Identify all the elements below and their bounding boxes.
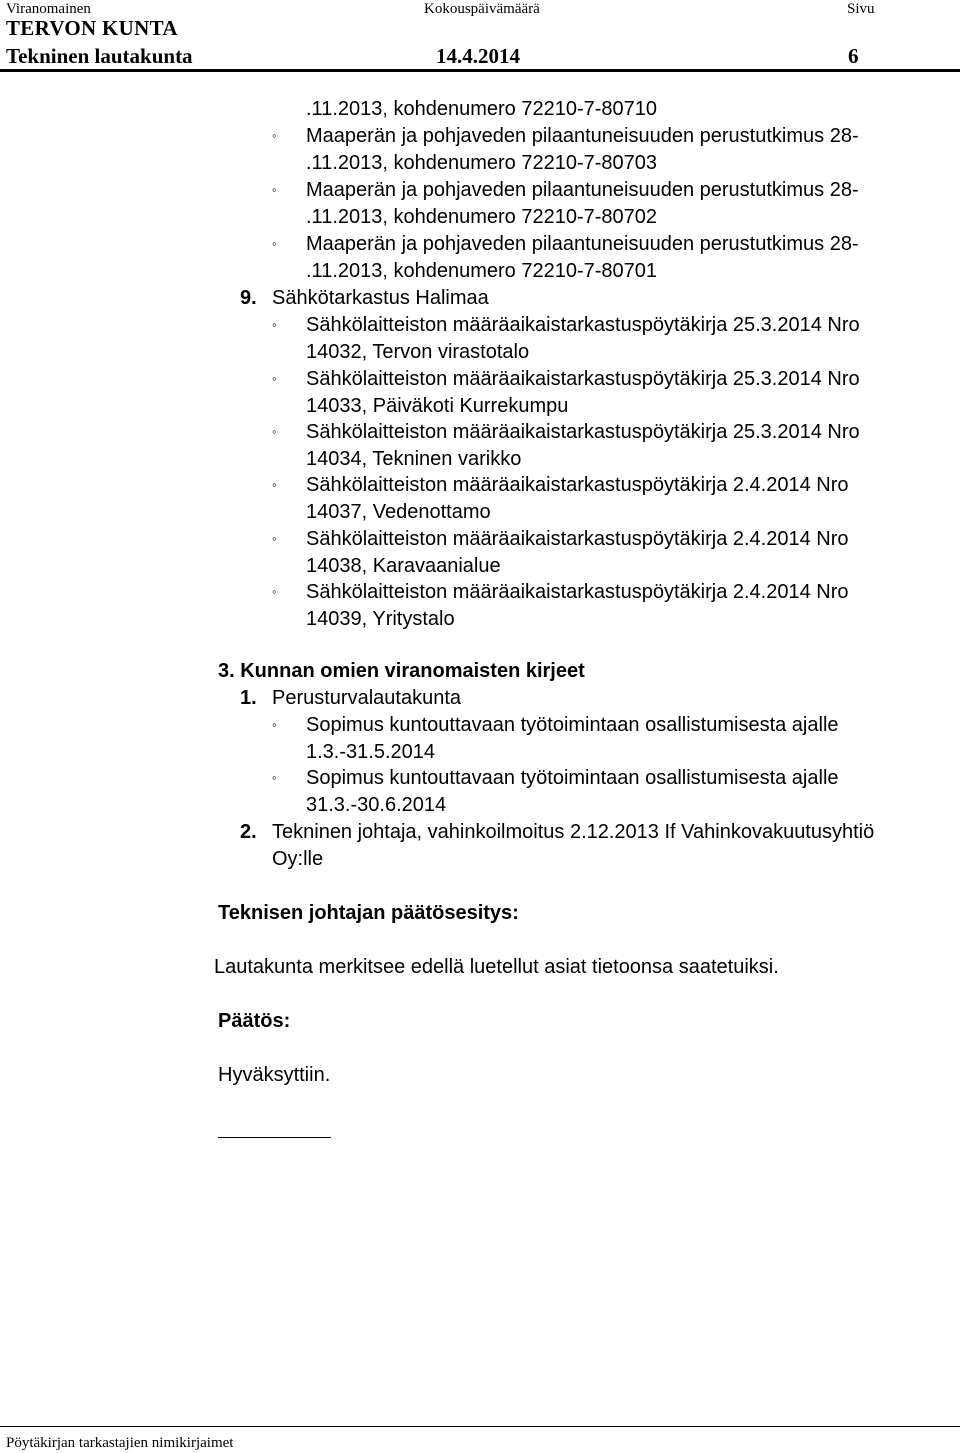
list-item-continuation: .11.2013, kohdenumero 72210-7-80702 — [306, 206, 658, 228]
list-item-continuation: .11.2013, kohdenumero 72210-7-80710 — [306, 98, 658, 120]
list-item: Sähkölaitteiston määräaikaistarkastuspöytäkirja 2.4.2014 Nro — [306, 528, 849, 550]
signature-line — [218, 1137, 331, 1138]
bullet-icon: ◦ — [272, 128, 277, 143]
bullet-icon: ◦ — [272, 317, 277, 332]
item-number: 2. — [240, 821, 257, 843]
list-item-continuation: .11.2013, kohdenumero 72210-7-80703 — [306, 152, 658, 174]
list-item: Sähkölaitteiston määräaikaistarkastuspöytäkirja 25.3.2014 Nro — [306, 314, 860, 336]
footer-divider — [0, 1426, 960, 1427]
document-header — [0, 0, 960, 72]
decision-heading: Päätös: — [218, 1010, 291, 1032]
footer-text: Pöytäkirjan tarkastajien nimikirjaimet — [6, 1435, 234, 1451]
label-kokouspaivamaara: Kokouspäivämäärä — [424, 1, 540, 17]
list-item-continuation: .11.2013, kohdenumero 72210-7-80701 — [306, 260, 658, 282]
bullet-icon: ◦ — [272, 371, 277, 386]
page-number: 6 — [848, 44, 859, 68]
list-item: Sähkölaitteiston määräaikaistarkastuspöytäkirja 2.4.2014 Nro — [306, 474, 849, 496]
section-heading: 3. Kunnan omien viranomaisten kirjeet — [218, 660, 585, 682]
bullet-icon: ◦ — [272, 531, 277, 546]
list-item: Maaperän ja pohjaveden pilaantuneisuuden perustutkimus 28- — [306, 179, 859, 201]
list-item-continuation: 14033, Päiväkoti Kurrekumpu — [306, 395, 569, 417]
list-item-continuation: 14037, Vedenottamo — [306, 501, 491, 523]
list-item: Sähkölaitteiston määräaikaistarkastuspöytäkirja 2.4.2014 Nro — [306, 581, 849, 603]
item-number: 1. — [240, 687, 257, 709]
bullet-icon: ◦ — [272, 584, 277, 599]
organization-name: TERVON KUNTA — [6, 16, 178, 40]
proposal-text: Lautakunta merkitsee edellä luetellut asiat tietoonsa saatetuiksi. — [214, 956, 779, 978]
list-item: Sähkölaitteiston määräaikaistarkastuspöytäkirja 25.3.2014 Nro — [306, 421, 860, 443]
list-item: Sopimus kuntouttavaan työtoimintaan osallistumisesta ajalle — [306, 714, 839, 736]
item-title: Tekninen johtaja, vahinkoilmoitus 2.12.2013 If Vahinkovakuutusyhtiö — [272, 821, 875, 843]
list-item-continuation: 31.3.-30.6.2014 — [306, 794, 447, 816]
bullet-icon: ◦ — [272, 182, 277, 197]
list-item: Maaperän ja pohjaveden pilaantuneisuuden perustutkimus 28- — [306, 125, 859, 147]
list-item-continuation: 1.3.-31.5.2014 — [306, 741, 435, 763]
list-item-continuation: 14038, Karavaanialue — [306, 555, 501, 577]
list-item-continuation: 14034, Tekninen varikko — [306, 448, 522, 470]
bullet-icon: ◦ — [272, 477, 277, 492]
bullet-icon: ◦ — [272, 770, 277, 785]
item-number: 9. — [240, 287, 257, 309]
label-sivu: Sivu — [847, 1, 875, 17]
header-divider — [0, 69, 960, 72]
decision-text: Hyväksyttiin. — [218, 1064, 331, 1086]
bullet-icon: ◦ — [272, 717, 277, 732]
item-title: Sähkötarkastus Halimaa — [272, 287, 489, 309]
list-item-continuation: 14032, Tervon virastotalo — [306, 341, 530, 363]
list-item: Sopimus kuntouttavaan työtoimintaan osallistumisesta ajalle — [306, 767, 839, 789]
item-title-continuation: Oy:lle — [272, 848, 324, 870]
bullet-icon: ◦ — [272, 236, 277, 251]
proposal-heading: Teknisen johtajan päätösesitys: — [218, 902, 519, 924]
meeting-date: 14.4.2014 — [436, 44, 520, 68]
authority-name: Tekninen lautakunta — [6, 44, 193, 68]
label-viranomainen: Viranomainen — [6, 1, 91, 17]
list-item: Sähkölaitteiston määräaikaistarkastuspöytäkirja 25.3.2014 Nro — [306, 368, 860, 390]
list-item-continuation: 14039, Yritystalo — [306, 608, 455, 630]
bullet-icon: ◦ — [272, 424, 277, 439]
item-title: Perusturvalautakunta — [272, 687, 462, 709]
list-item: Maaperän ja pohjaveden pilaantuneisuuden perustutkimus 28- — [306, 233, 859, 255]
